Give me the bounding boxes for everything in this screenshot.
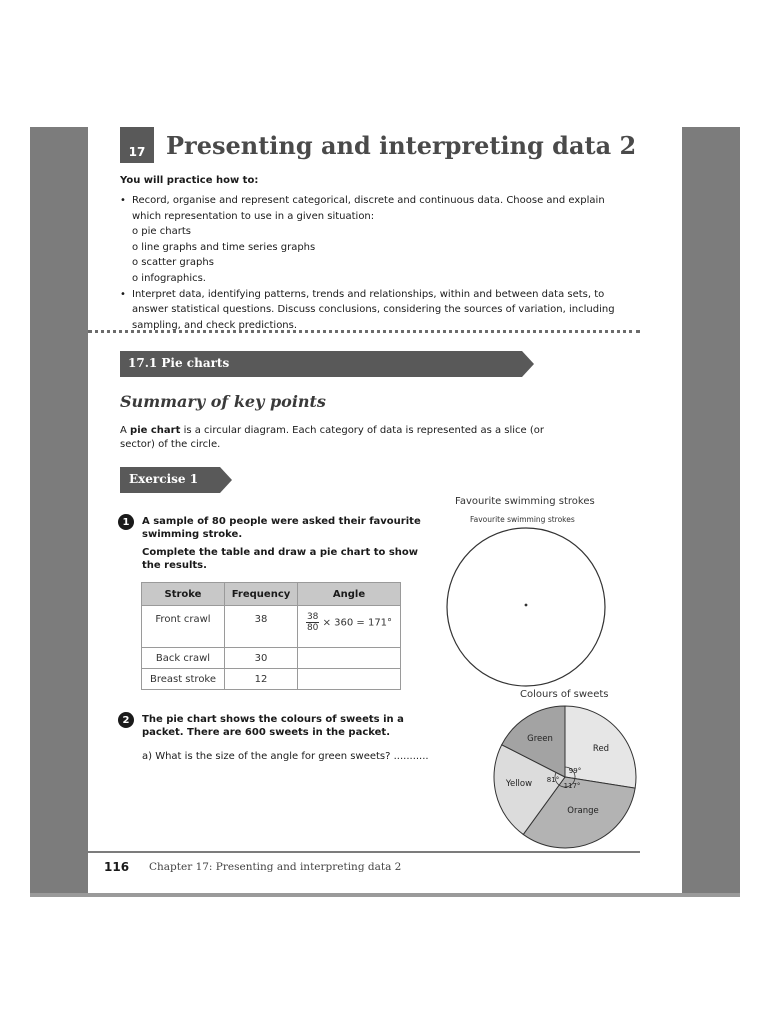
summary-term: pie chart bbox=[130, 425, 181, 436]
practice-bullet-1: • Record, organise and represent categorical, discrete and continuous data. Choose and explain which representation to use in a given situation: bbox=[120, 193, 620, 224]
figure-1-caption: Favourite swimming strokes bbox=[455, 496, 595, 507]
pie-angle-label-orange: 117° bbox=[563, 782, 581, 790]
angle-working: × 360 = 171° bbox=[322, 617, 393, 629]
page-number: 116 bbox=[104, 860, 130, 874]
footer-chapter-title: Chapter 17: Presenting and interpreting data 2 bbox=[149, 861, 402, 873]
practice-subitem: o line graphs and time series graphs bbox=[132, 241, 316, 253]
footer-rule bbox=[88, 851, 640, 853]
table-cell-frequency: 12 bbox=[225, 669, 298, 690]
table-header: Stroke bbox=[142, 583, 225, 606]
summary-text-rest: is a circular diagram. Each category of data is represented as a slice (or sector) of the circle. bbox=[120, 425, 544, 450]
summary-heading: Summary of key points bbox=[120, 392, 326, 411]
blank-pie-centre bbox=[525, 604, 528, 607]
figure-1-inner-caption: Favourite swimming strokes bbox=[470, 515, 575, 524]
question-1-number: 1 bbox=[118, 514, 134, 530]
exercise-label: Exercise 1 bbox=[129, 472, 199, 486]
fraction-numerator: 38 bbox=[306, 612, 319, 622]
question-2a-text: a) What is the size of the angle for green sweets? ........... bbox=[142, 751, 429, 762]
table-cell-frequency: 30 bbox=[225, 648, 298, 669]
question-1-instruction: Complete the table and draw a pie chart to show the results. bbox=[142, 547, 419, 571]
table-cell-stroke: Back crawl bbox=[142, 648, 225, 669]
chapter-title: Presenting and interpreting data 2 bbox=[166, 131, 637, 160]
pie-label-yellow: Yellow bbox=[505, 779, 533, 789]
sweets-pie-chart bbox=[494, 706, 636, 848]
table-cell-frequency: 38 bbox=[225, 606, 298, 648]
chapter-number-badge: 17 bbox=[120, 127, 154, 163]
table-header: Angle bbox=[298, 583, 401, 606]
table-cell-stroke: Front crawl bbox=[142, 606, 225, 648]
practice-subitem: o infographics. bbox=[132, 272, 206, 284]
section-label: 17.1 Pie charts bbox=[128, 356, 230, 370]
table-header: Frequency bbox=[225, 583, 298, 606]
practice-bullet-2: • Interpret data, identifying patterns, trends and relationships, within and between data sets, to answer statistical questions. Discuss conclusions, considering the sources of variation, including sampling, and check predictions. bbox=[120, 287, 620, 334]
pie-label-red: Red bbox=[592, 744, 610, 754]
question-2-text: The pie chart shows the colours of sweets in a packet. There are 600 sweets in the packet. bbox=[142, 714, 404, 738]
fraction-denominator: 80 bbox=[306, 623, 319, 633]
pie-label-orange: Orange bbox=[567, 806, 599, 816]
table-cell-stroke: Breast stroke bbox=[142, 669, 225, 690]
blank-pie-circle[interactable] bbox=[447, 528, 605, 686]
practice-heading: You will practice how to: bbox=[120, 175, 259, 186]
pie-angle-label-yellow: 81° bbox=[546, 776, 560, 784]
figure-2-caption: Colours of sweets bbox=[520, 689, 609, 700]
pie-label-green: Green bbox=[527, 734, 553, 744]
summary-text-start: A bbox=[120, 425, 131, 436]
pie-angle-label-red: 99° bbox=[568, 767, 582, 775]
practice-subitem: o pie charts bbox=[132, 226, 191, 238]
question-1-text: A sample of 80 people were asked their favourite swimming stroke. bbox=[142, 516, 421, 540]
question-2-number: 2 bbox=[118, 712, 134, 728]
practice-subitem: o scatter graphs bbox=[132, 257, 214, 269]
